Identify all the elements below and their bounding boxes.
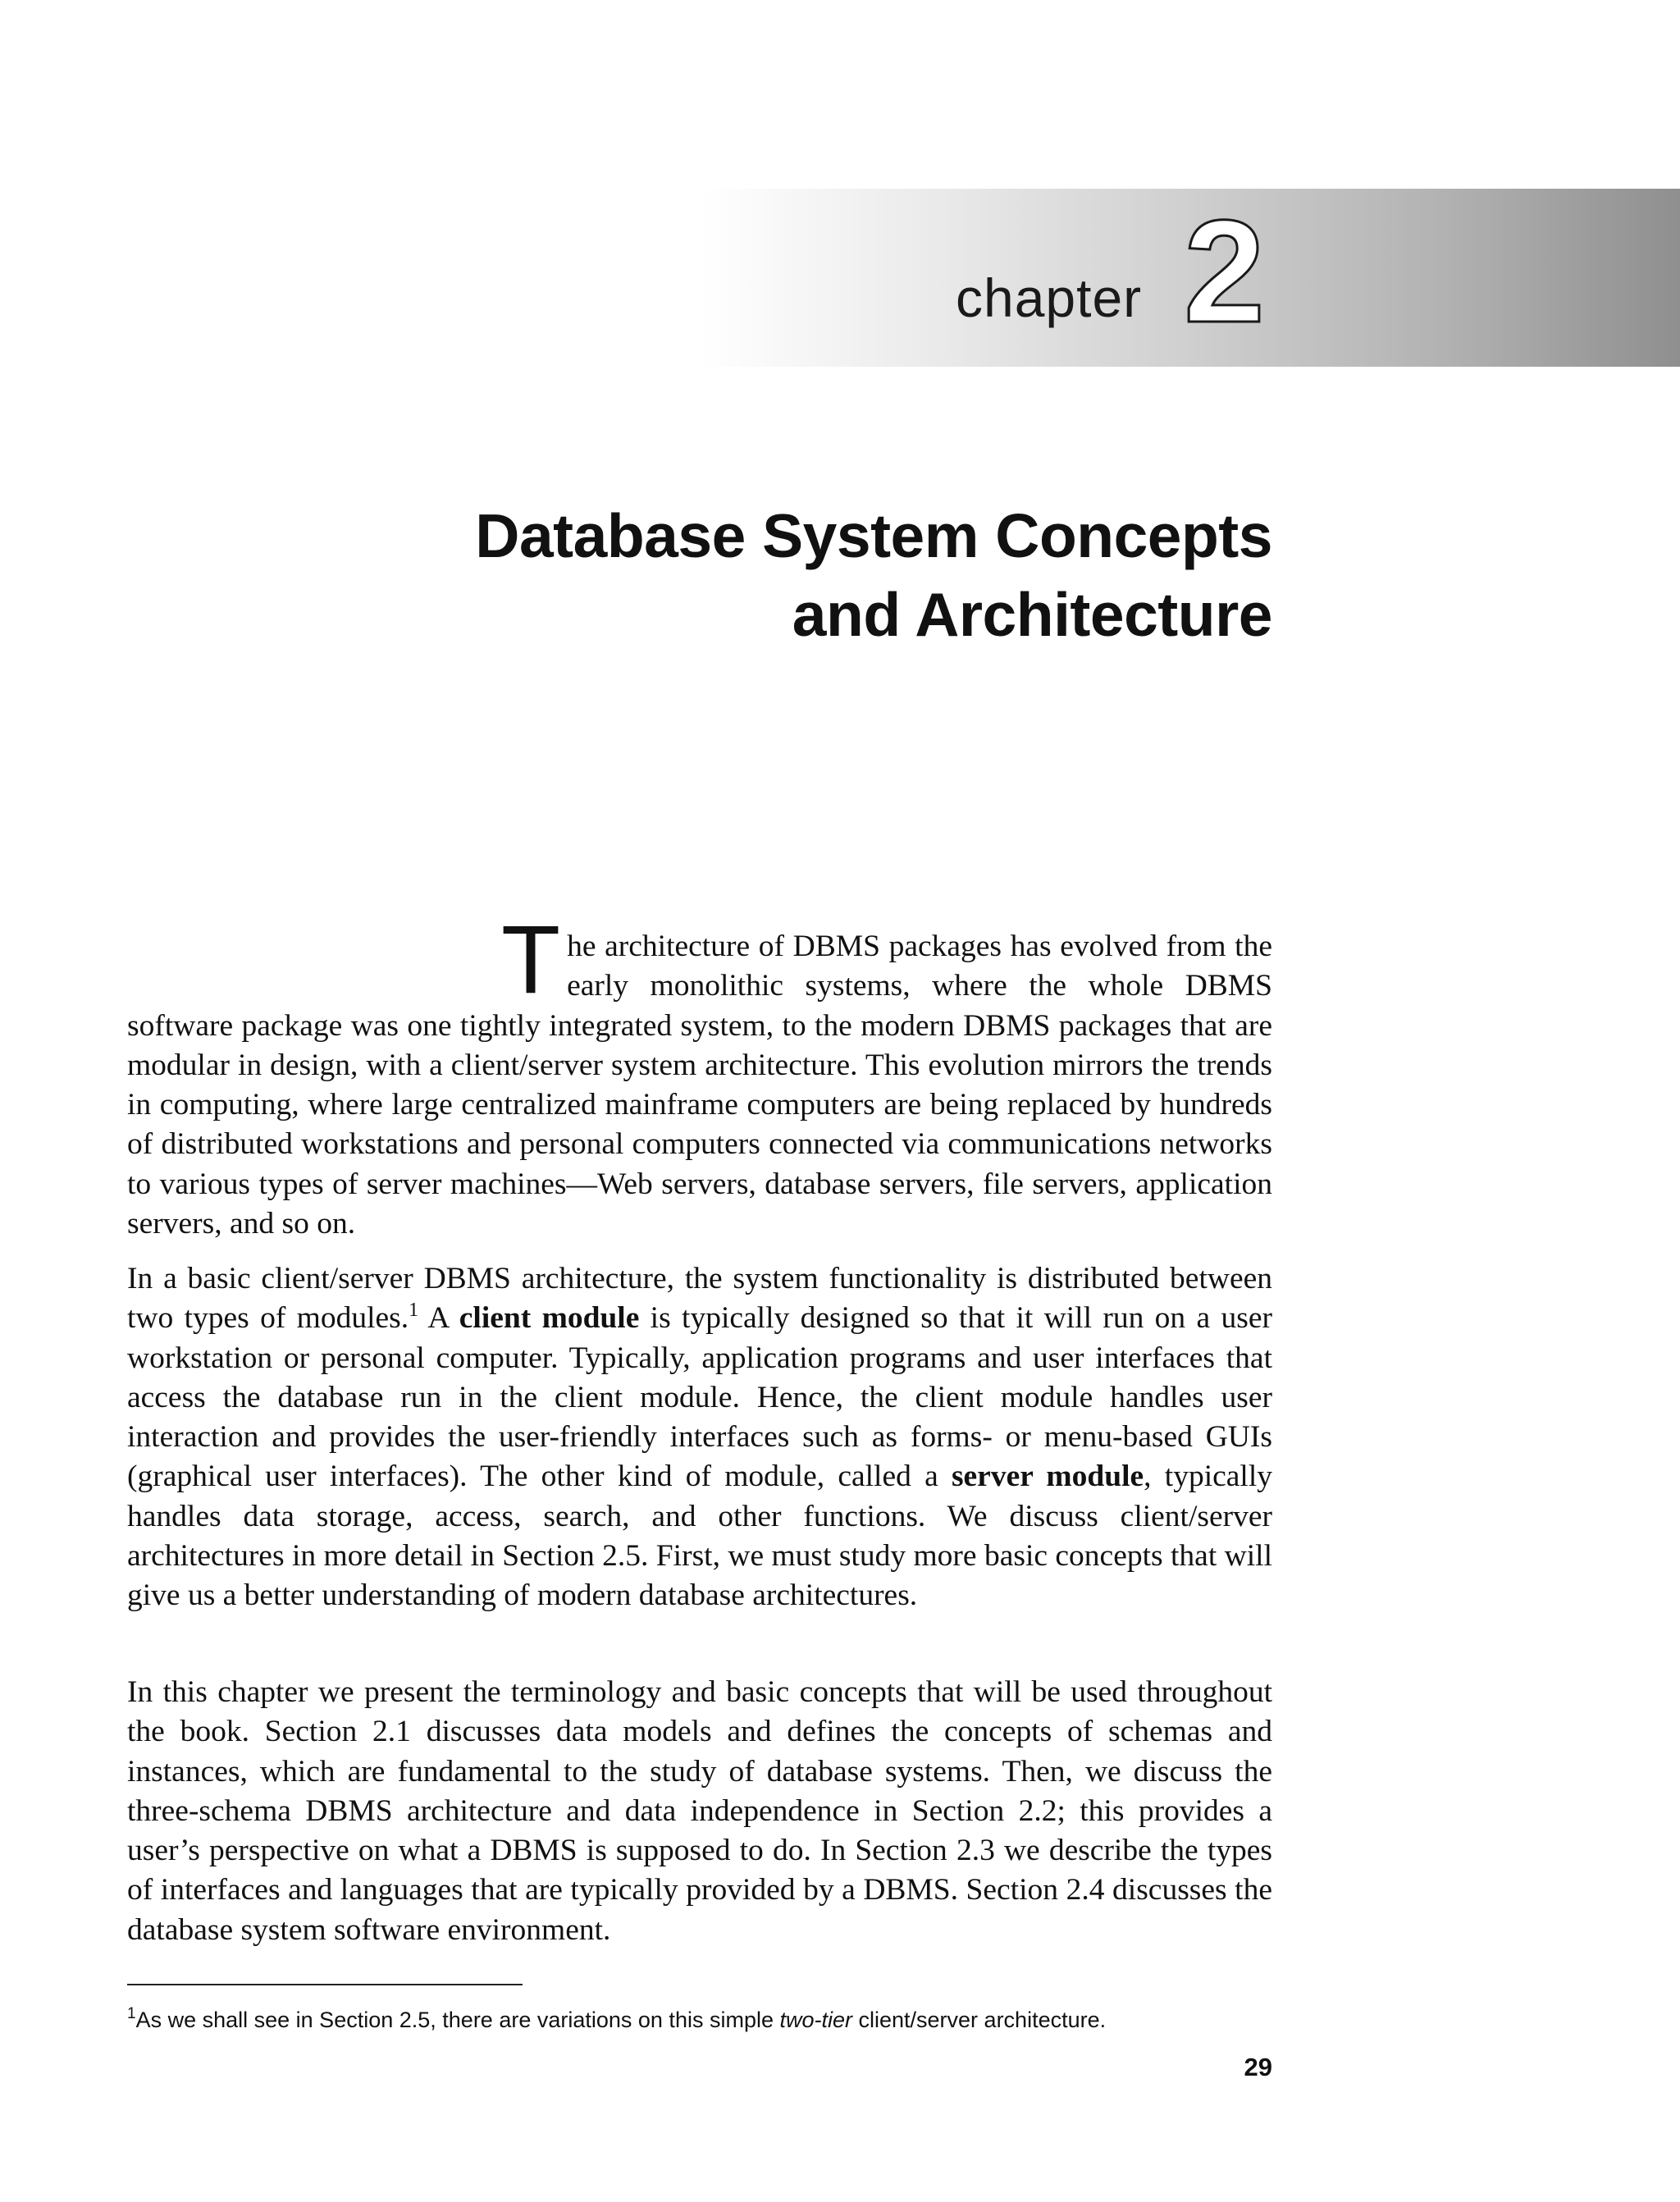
page-number: 29 [1244, 2053, 1272, 2081]
intro-paragraph [127, 906, 1272, 1244]
footnote-divider [127, 1984, 523, 1985]
footnote-text-b: client/server architecture. [852, 2008, 1107, 2032]
chapter-number: 2 [1184, 190, 1265, 353]
paragraph2-text-a: In a basic client/server DBMS architecture, the system functionality is distributed between two types of modules. [127, 1262, 1272, 1336]
chapter-overview-paragraph [127, 1673, 1272, 1950]
chapter-title-line-1: Database System Concepts [475, 501, 1272, 570]
footnote-marker: 1 [127, 2005, 136, 2022]
footnote [127, 2005, 1272, 2035]
chapter-label: chapter [956, 267, 1143, 328]
footnote-text-a: As we shall see in Section 2.5, there are variations on this simple [135, 2008, 780, 2032]
chapter-title-line-2: and Architecture [792, 580, 1272, 649]
paragraph2-text-b: A [418, 1301, 459, 1336]
drop-cap: T [501, 906, 561, 1014]
footnote-emphasis: two-tier [779, 2008, 852, 2032]
client-server-paragraph [127, 1259, 1272, 1616]
paragraph3-text: In this chapter we present the terminology and basic concepts that will be used throughout the book. Section 2.1 discusses data models and defines the concepts of schemas and instances, which are fundamental to the study of database systems. Then, we discuss the three-schema DBMS architecture and data independence in Section 2.2; this provides a user’s perspective on what a DBMS is supposed to do. In Section 2.3 we describe the types of interfaces and languages that are typically provided by a DBMS. Section 2.4 discusses the database system software environment. [127, 1675, 1272, 1947]
footnote-reference[interactable]: 1 [409, 1300, 419, 1322]
intro-paragraph-text: he architecture of DBMS packages has evolved from the early monolithic systems, where the whole DBMS software package was one tightly integrated system, to the modern DBMS packages that are modular in design, with a client/server system architecture. This evolution mirrors the trends in computing, where large centralized mainframe computers are being replaced by hundreds of distributed workstations and personal computers connected via communications networks to various types of server machines—Web servers, database servers, file servers, application servers, and so on. [127, 930, 1272, 1241]
term-client-module: client module [459, 1301, 640, 1336]
paragraph2-text-d: , typically handles data storage, access, search, and other functions. We discuss client/server architectures in more detail in Section 2.5. First, we must study more basic concepts that will give us a better understanding of modern database architectures. [127, 1460, 1272, 1613]
paragraph2-text-c: is typically designed so that it will run on a user workstation or personal computer. Typically, application programs and user interfaces that access the database run in the client module. Hence, the client module handles user interaction and provides the user-friendly interfaces such as forms- or menu-based GUIs (graphical user interfaces). The other kind of module, called a [127, 1301, 1272, 1494]
chapter-title [246, 496, 1272, 654]
term-server-module: server module [951, 1460, 1144, 1494]
